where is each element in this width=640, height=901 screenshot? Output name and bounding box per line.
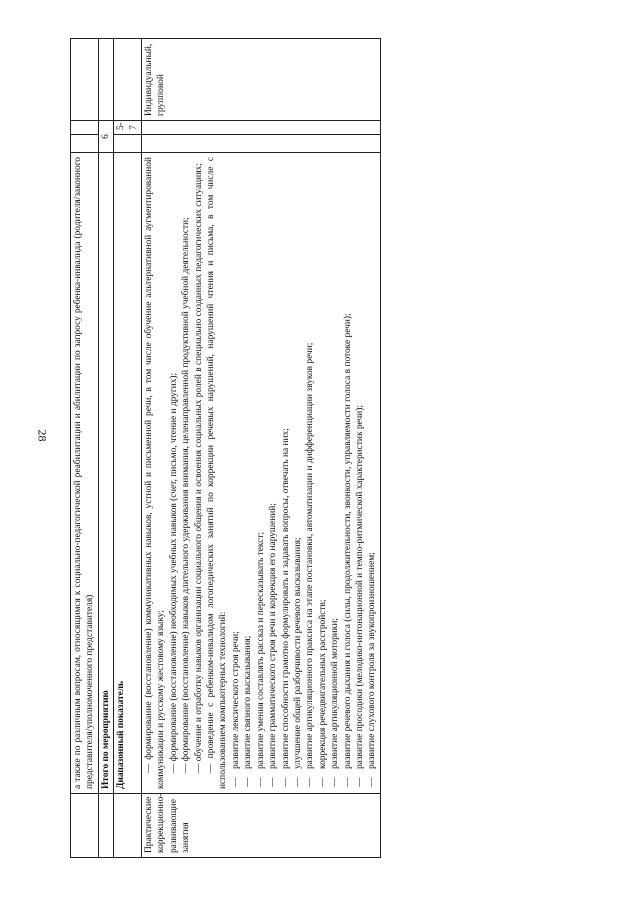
- rotated-page: [70, 38, 630, 858]
- list-item: — развитие артикуляционного праксиса на этапе постановки, автоматизации и дифференциации звуков речи;: [304, 157, 316, 789]
- dash-icon: —: [168, 761, 179, 773]
- paragraph: — формирование (восстановление) навыков длительного удерживания внимания, целенаправленной продуктивной учебной деятельности;: [181, 217, 192, 773]
- paragraph: — проведение с ребенком-инвалидом логопедических занятий по коррекции речевых нарушений, нарушений чтения и письма, в том числе с использованием компьютерных технологий:: [206, 157, 229, 789]
- empty-cell: [71, 121, 99, 135]
- list-item: — развитие грамматического строя речи и коррекция его нарушений;: [267, 157, 279, 789]
- event-name-cell: [71, 794, 99, 858]
- empty-cell: [98, 39, 113, 121]
- empty-cell: [142, 121, 381, 135]
- list-item: — развитие лексического строя речи;: [230, 157, 242, 789]
- empty-cell: [71, 135, 99, 153]
- table-row: [114, 39, 142, 858]
- intro-text-cell: [71, 153, 99, 794]
- empty-cell: [114, 39, 142, 121]
- form-cell: [71, 39, 99, 121]
- list-item: — развитие связного высказывания;: [242, 157, 254, 789]
- dash-icon: —: [144, 759, 155, 773]
- empty-cell: [98, 794, 113, 858]
- dash-icon: —: [193, 761, 204, 773]
- event-name: Практические коррекционно-развивающие занятия: [142, 794, 381, 858]
- list-item: — развитие способности грамотно формулировать и задавать вопросы, отвечать на них;: [280, 157, 292, 789]
- empty-cell: [142, 135, 381, 153]
- paragraph: — обучение и отработку навыков организации социального общения и освоения социальных ролей в специально созданных педагогических ситуациях;: [193, 163, 204, 773]
- list-item: — развитие слухового контроля за звукопроизношением;: [366, 157, 378, 789]
- empty-cell: [114, 794, 142, 858]
- technology-list: [230, 157, 379, 789]
- page-number: 28: [35, 429, 50, 442]
- services-table: [70, 38, 381, 858]
- range-value: 5-7: [114, 121, 142, 135]
- content-cell: [142, 153, 381, 794]
- intro-text: а также по различным вопросам, относящимся к социально-педагогической реабилитации и абилитации по запросу ребенка-инвалида (родителя/законного представителя/уполномоченного представителя): [73, 157, 96, 789]
- list-item: — развитие речевого дыхания и голоса (силы, продолжительности, звонкости, управляемости голоса в потоке речи);: [342, 157, 354, 789]
- list-item: — развитие артикуляционной моторики;: [329, 157, 341, 789]
- empty-cell: [114, 135, 142, 153]
- list-item: — улучшение общей разборчивости речевого высказывания;: [292, 157, 304, 789]
- paragraph: — формирование (восстановление) необходимых учебных навыков (счет, письмо, чтение и других);: [168, 372, 179, 773]
- range-label: Диапазонный показатель: [114, 153, 142, 794]
- table-row: [142, 39, 381, 858]
- total-value: 6: [98, 121, 113, 153]
- paragraph: — формирование (восстановление) коммуникативных навыков, устной и письменной речи, в том числе обучение альтернативной аугментированной коммуникации и русскому жестовому языку;: [144, 157, 167, 789]
- dash-icon: —: [181, 761, 192, 773]
- dash-icon: —: [206, 758, 217, 773]
- form-value: Индивидуальный, групповой: [142, 39, 381, 121]
- total-label: Итого по мероприятию: [98, 153, 113, 794]
- table-row: [98, 39, 113, 858]
- table-row: [71, 39, 99, 858]
- list-item: — коррекция речедвигательных расстройств;: [317, 157, 329, 789]
- list-item: — развитие просодики (мелодико-интонационной и темпо-ритмической характеристик речи);: [354, 157, 366, 789]
- list-item: — развитие умения составлять рассказ и пересказывать текст;: [255, 157, 267, 789]
